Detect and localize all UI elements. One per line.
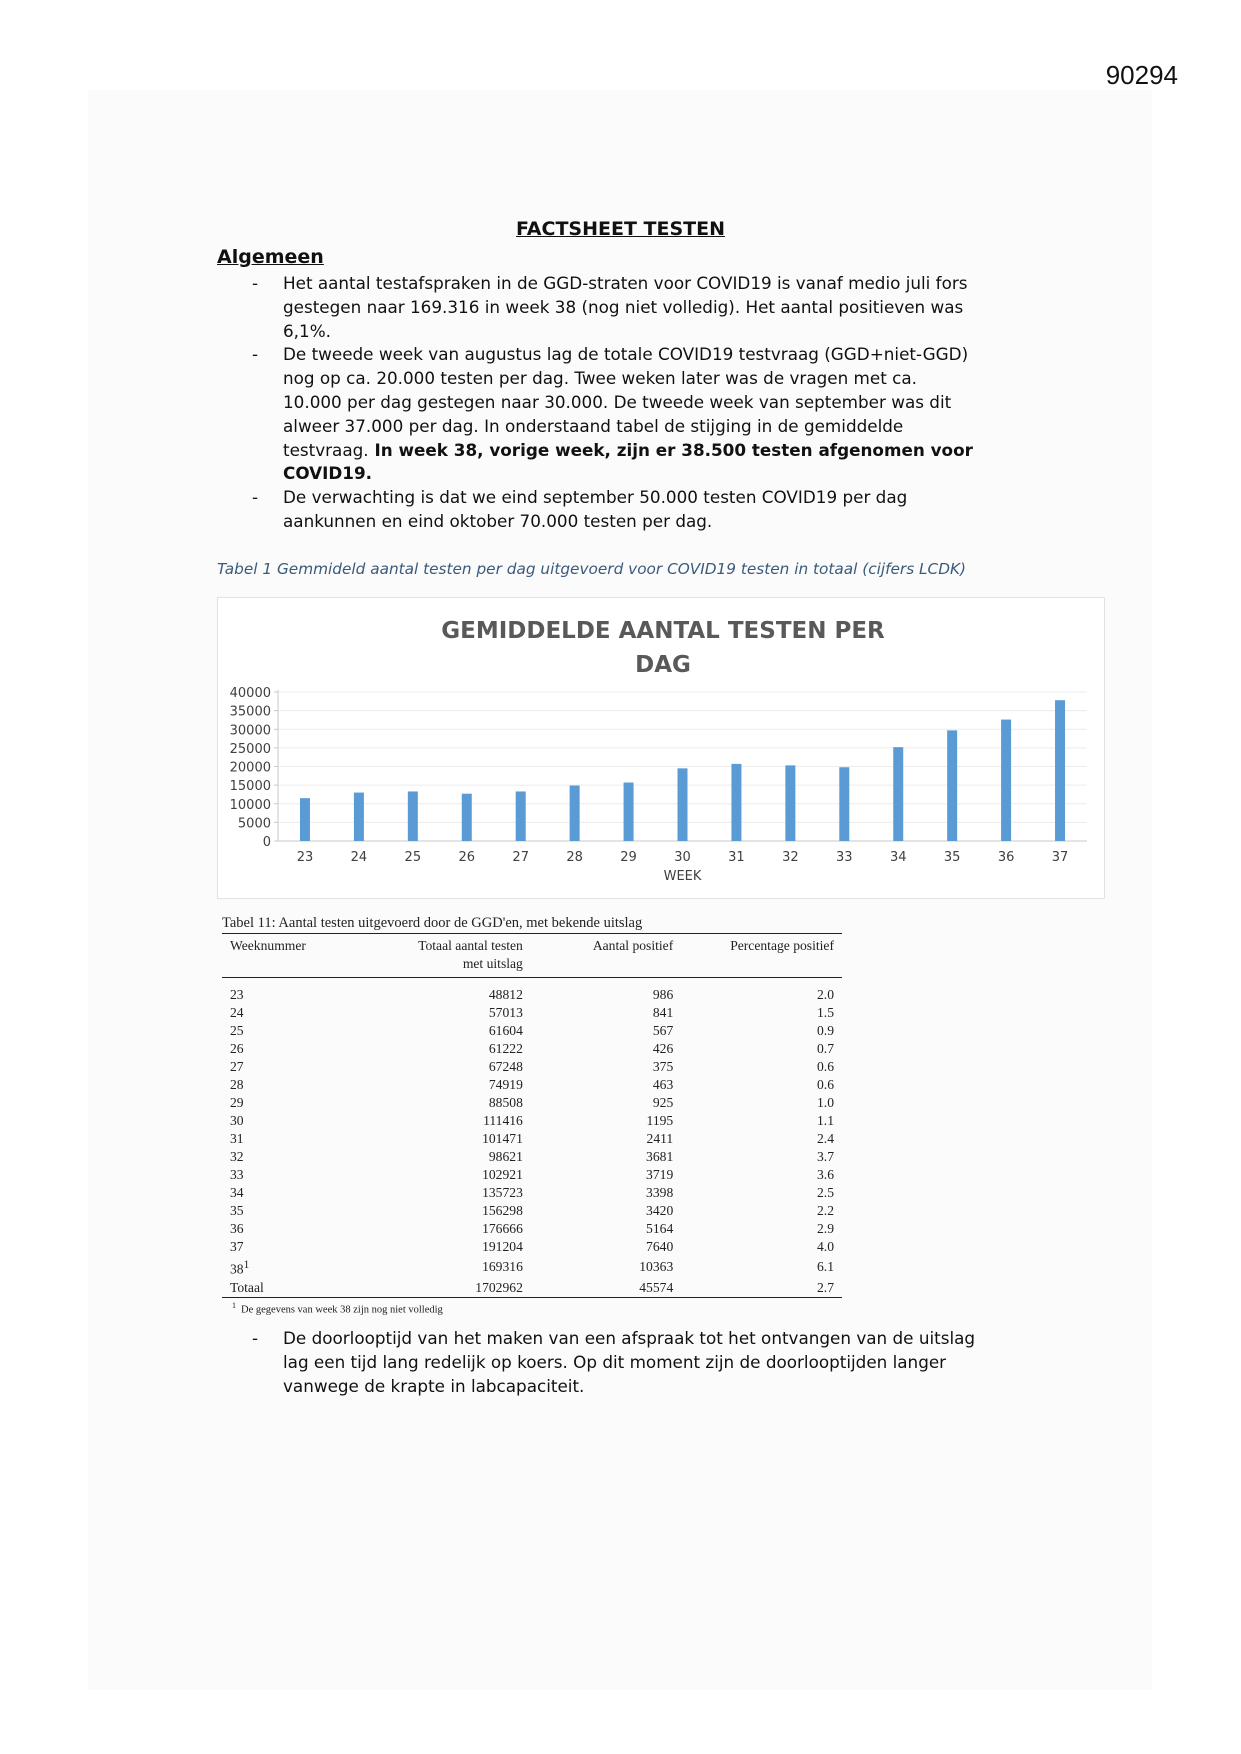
cell-percentage: 2.7 (673, 1279, 842, 1298)
cell-total: 191204 (482, 1239, 523, 1254)
cell-week: 25 (230, 1023, 244, 1038)
y-tick-label: 15000 (229, 779, 271, 795)
y-tick-label: 40000 (229, 686, 271, 701)
bullet-item (252, 486, 1032, 534)
table-row (222, 1202, 842, 1220)
chart-canvas (218, 598, 1104, 898)
bar (947, 730, 957, 841)
cell-total: 48812 (488, 987, 523, 1002)
x-tick-label: 33 (836, 850, 853, 865)
table-row (222, 1112, 842, 1130)
cell-positive: 3681 (646, 1149, 674, 1164)
table-row (222, 1004, 842, 1022)
table-row (222, 1076, 842, 1094)
cell-positive: 45574 (523, 1279, 673, 1298)
text-line: nog op ca. 20.000 testen per dag. Twee weken later was de vragen met ca. (283, 368, 917, 389)
table-row (222, 1040, 842, 1058)
x-tick-label: 37 (1051, 850, 1069, 865)
bold-emphasis: In week 38, vorige week, zijn er 38.500 testen afgenomen voor (368, 439, 973, 460)
cell-total: 61222 (488, 1041, 523, 1056)
text-line: 6,1%. (283, 320, 331, 341)
text-line: - Het aantal testafspraken in de GGD-straten voor COVID19 is vanaf medio juli fors (283, 273, 968, 293)
table1-caption: Tabel 1 Gemmideld aantal testen per dag uitgevoerd voor COVID19 testen in totaal (cijfers LCDK) (217, 560, 967, 578)
table-row (222, 1220, 842, 1238)
document-title: FACTSHEET TESTEN (516, 218, 725, 240)
text-line: aankunnen en eind oktober 70.000 testen per dag. (283, 510, 713, 531)
bar (785, 765, 795, 841)
chart-title-line: GEMIDDELDE AANTAL TESTEN PER (441, 618, 885, 644)
cell-total: 67248 (488, 1059, 523, 1074)
bullet-list (252, 272, 1032, 534)
cell-percentage: 1.1 (817, 1113, 834, 1128)
text-line (283, 439, 1032, 463)
cell-percentage: 4.0 (817, 1239, 834, 1254)
cell-total-label: Totaal (222, 1279, 377, 1298)
cell-positive: 10363 (639, 1259, 674, 1275)
table-row (222, 986, 842, 1004)
bar (408, 791, 418, 841)
cell-positive: 463 (652, 1077, 674, 1092)
bar (731, 764, 741, 841)
table-spacer (222, 978, 842, 987)
cell-positive: 841 (652, 1005, 674, 1020)
bar (1001, 720, 1011, 841)
cell-percentage: 2.5 (817, 1185, 834, 1200)
bullet-item (252, 1327, 1032, 1398)
cell-positive: 2411 (646, 1131, 674, 1146)
table-body (222, 978, 842, 1298)
cell-total: 111416 (483, 1113, 523, 1128)
table-row (222, 1058, 842, 1076)
x-tick-label: 29 (620, 850, 637, 865)
cell-week: 36 (230, 1221, 244, 1236)
bar (1055, 700, 1065, 841)
cell-week: 31 (230, 1131, 244, 1146)
cell-total: 61604 (488, 1023, 523, 1038)
x-tick-label: 27 (512, 850, 529, 865)
x-tick-label: 25 (404, 850, 422, 865)
cell-week: 29 (230, 1095, 244, 1110)
cell-week: 35 (230, 1203, 244, 1218)
x-tick-label: 31 (728, 850, 745, 865)
text-line: lag een tijd lang redelijk op koers. Op dit moment zijn de doorlooptijden langer (283, 1351, 947, 1372)
table-total-row (222, 1279, 842, 1298)
column-header-positive: Aantal positief (523, 934, 673, 978)
cell-total: 74919 (488, 1077, 523, 1092)
text-line: - De doorlooptijd van het maken van een afspraak tot het ontvangen van de uitslag (283, 1328, 976, 1348)
cell-total: 169316 (482, 1259, 523, 1275)
cell-percentage: 0.6 (817, 1059, 834, 1074)
text-line: vanwege de krapte in labcapaciteit. (283, 1375, 585, 1396)
cell-week (222, 1256, 377, 1279)
x-axis-label: WEEK (663, 869, 702, 884)
cell-positive: 925 (652, 1095, 674, 1110)
cell-percentage: 2.4 (817, 1131, 834, 1146)
y-tick-label: 10000 (229, 797, 271, 813)
column-header-total (377, 934, 523, 978)
table-row (222, 1166, 842, 1184)
cell-positive: 567 (652, 1023, 674, 1038)
text-line: 10.000 per dag gestegen naar 30.000. De tweede week van september was dit (283, 391, 952, 412)
table-row (222, 1238, 842, 1256)
table-row (222, 1094, 842, 1112)
cell-week: 28 (230, 1077, 244, 1092)
spacer-cell (222, 978, 842, 987)
x-tick-label: 35 (943, 850, 961, 865)
y-tick-label: 0 (262, 835, 271, 850)
table11-section (222, 913, 842, 1315)
x-tick-label: 26 (458, 850, 476, 865)
cell-week: 33 (230, 1167, 244, 1182)
cell-week: 27 (230, 1059, 244, 1074)
table-row (222, 1184, 842, 1202)
cell-week: 24 (230, 1005, 244, 1020)
text-line: gestegen naar 169.316 in week 38 (nog niet volledig). Het aantal positieven was (283, 296, 964, 317)
cell-percentage: 1.0 (817, 1095, 834, 1110)
cell-total: 98621 (488, 1149, 523, 1164)
cell-total: 88508 (488, 1095, 523, 1110)
data-table (222, 933, 842, 1298)
bold-emphasis: COVID19. (283, 463, 373, 484)
text-line (283, 462, 1032, 486)
x-tick-label: 23 (296, 850, 314, 865)
cell-week: 32 (230, 1149, 244, 1164)
column-header-week: Weeknummer (222, 934, 377, 978)
table-row (222, 1130, 842, 1148)
chart-title-line: DAG (635, 652, 691, 678)
table-header-row (222, 934, 842, 978)
cell-percentage: 0.6 (817, 1077, 834, 1092)
cell-percentage: 3.7 (817, 1149, 834, 1164)
week-number: 38 (230, 1261, 244, 1277)
bar (300, 798, 310, 841)
table11-caption: Tabel 11: Aantal testen uitgevoerd door de GGD'en, met bekende uitslag (222, 915, 643, 931)
y-tick-label: 20000 (229, 760, 271, 776)
bar (570, 785, 580, 841)
cell-total: 101471 (482, 1131, 523, 1146)
cell-percentage: 2.9 (817, 1221, 834, 1236)
cell-positive: 426 (652, 1041, 674, 1056)
text-line: - De verwachting is dat we eind september 50.000 testen COVID19 per dag (283, 487, 908, 508)
bullet-list-bottom (252, 1327, 1032, 1398)
cell-total: 176666 (482, 1221, 523, 1236)
text-fragment: testvraag. (283, 439, 369, 460)
cell-positive: 3398 (646, 1185, 674, 1200)
cell-week: 37 (230, 1239, 244, 1254)
bullet-item (252, 272, 1032, 343)
x-tick-label: 24 (350, 850, 368, 865)
cell-total: 102921 (482, 1167, 523, 1182)
footnote-text: De gegevens van week 38 zijn nog niet volledig (241, 1304, 443, 1316)
cell-total: 135723 (482, 1185, 523, 1200)
bar (678, 768, 688, 841)
cell-positive: 986 (652, 987, 674, 1002)
document-number: 90294 (1105, 60, 1178, 90)
text-line: - De tweede week van augustus lag de totale COVID19 testvraag (GGD+niet-GGD) (283, 344, 969, 365)
header-line: met uitslag (462, 956, 523, 971)
bar (516, 791, 526, 841)
cell-positive: 375 (652, 1059, 674, 1074)
table-row (222, 1148, 842, 1166)
table-row (222, 1022, 842, 1040)
bar (462, 794, 472, 841)
cell-positive: 7640 (646, 1239, 674, 1254)
cell-percentage: 1.5 (817, 1005, 834, 1020)
y-tick-label: 5000 (237, 816, 271, 832)
header-line: Totaal aantal testen (418, 938, 523, 953)
x-tick-label: 28 (566, 850, 583, 865)
y-tick-label: 25000 (229, 741, 271, 757)
cell-positive: 5164 (646, 1221, 674, 1236)
cell-week: 30 (230, 1113, 244, 1128)
cell-percentage: 2.2 (817, 1203, 834, 1218)
cell-total: 1702962 (377, 1279, 523, 1298)
table-row (222, 1256, 842, 1279)
table-footnote (222, 1301, 842, 1316)
bar (354, 793, 364, 841)
footnote-marker: 1 (232, 1300, 236, 1310)
cell-percentage: 0.7 (817, 1041, 834, 1056)
cell-percentage: 0.9 (817, 1023, 834, 1038)
cell-total: 57013 (488, 1005, 523, 1020)
x-tick-label: 32 (782, 850, 799, 865)
text-line: alweer 37.000 per dag. In onderstaand tabel de stijging in de gemiddelde (283, 415, 904, 436)
cell-percentage: 6.1 (817, 1259, 834, 1275)
bar (839, 767, 849, 841)
bar-chart (217, 597, 1105, 899)
bar (893, 747, 903, 841)
bar (624, 783, 634, 841)
footnote-marker: 1 (243, 1259, 250, 1271)
x-tick-label: 34 (889, 850, 907, 865)
cell-positive: 3719 (646, 1167, 674, 1182)
cell-week: 34 (230, 1185, 244, 1200)
cell-total: 156298 (482, 1203, 523, 1218)
y-tick-label: 30000 (229, 723, 271, 739)
cell-percentage: 2.0 (817, 987, 834, 1002)
cell-positive: 3420 (646, 1203, 674, 1218)
column-header-percentage: Percentage positief (673, 934, 842, 978)
cell-percentage: 3.6 (817, 1167, 834, 1182)
x-tick-label: 30 (674, 850, 691, 865)
cell-positive: 1195 (646, 1113, 674, 1128)
x-tick-label: 36 (997, 850, 1015, 865)
cell-week: 23 (230, 987, 244, 1002)
bullet-item (252, 343, 1032, 486)
section-heading: Algemeen (217, 246, 324, 268)
y-tick-label: 35000 (229, 704, 271, 720)
cell-week: 26 (230, 1041, 244, 1056)
